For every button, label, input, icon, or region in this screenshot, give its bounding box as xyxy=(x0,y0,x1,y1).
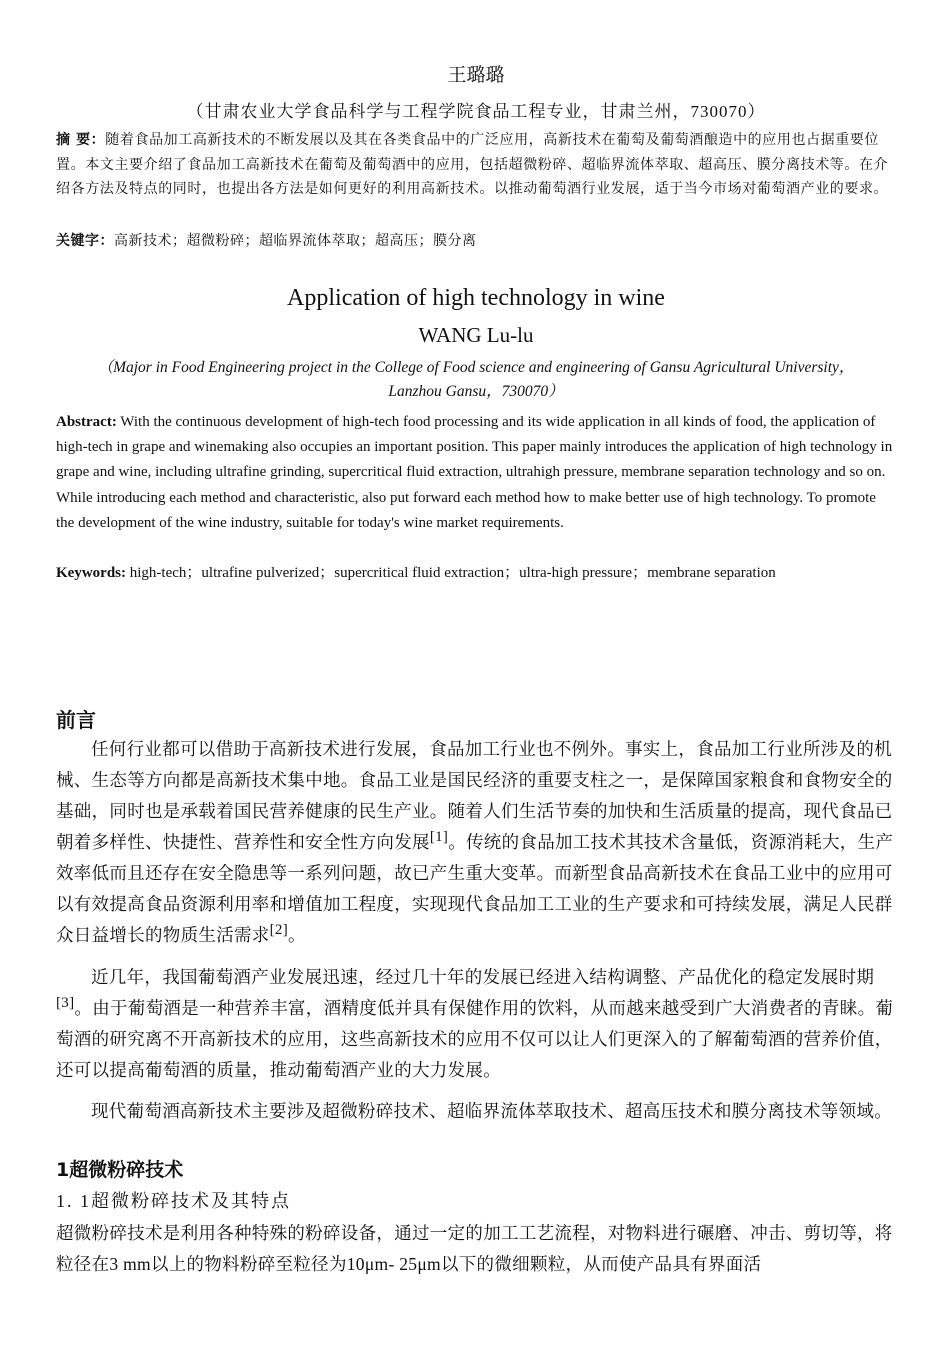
keywords-text-en: high-tech；ultrafine pulverized；supercritical fluid extraction；ultra-high pressure；membrane separation xyxy=(126,565,776,581)
citation-1: [1] xyxy=(429,829,449,846)
body-paragraph-3: 现代葡萄酒高新技术主要涉及超微粉碎技术、超临界流体萃取技术、超高压技术和膜分离技术等领域。 xyxy=(91,1101,892,1121)
citation-2: [2] xyxy=(269,922,288,939)
title-en: Application of high technology in wine xyxy=(287,285,665,311)
affiliation-cn: （甘肃农业大学食品科学与工程学院食品工程专业，甘肃兰州，730070） xyxy=(186,102,766,121)
subsection-heading-1-1: 1. 1超微粉碎技术及其特点 xyxy=(56,1191,291,1211)
section-heading-preface: 前言 xyxy=(56,708,96,732)
keywords-text-cn: 高新技术；超微粉碎；超临界流体萃取；超高压；膜分离 xyxy=(114,234,477,249)
body-paragraph-2 xyxy=(56,962,896,1086)
keywords-label-cn: 关键字： xyxy=(56,233,114,249)
keywords-label-en: Keywords: xyxy=(56,565,126,581)
author-en: WANG Lu-lu xyxy=(418,323,534,347)
abstract-label-en: Abstract: xyxy=(56,414,117,430)
abstract-label-cn: 摘 要： xyxy=(56,132,106,148)
keywords-cn xyxy=(56,229,896,254)
body-paragraph-1 xyxy=(56,734,896,951)
p1-part-c: 。 xyxy=(288,925,306,945)
p2-part-a: 近几年，我国葡萄酒产业发展迅速，经过几十年的发展已经进入结构调整、产品优化的稳定发展时期 xyxy=(91,967,875,987)
section-heading-1: 1超微粉碎技术 xyxy=(56,1159,184,1181)
abstract-text-cn: 随着食品加工高新技术的不断发展以及其在各类食品中的广泛应用，高新技术在葡萄及葡萄酒酿造中的应用也占据重要位置。本文主要介绍了食品加工高新技术在葡萄及葡萄酒中的应用，包括超微粉碎、超临界流体萃取、超高压、膜分离技术等。在介绍各方法及特点的同时，也提出各方法是如何更好的利用高新技术。以推动葡萄酒行业发展，适于当今市场对葡萄酒产业的要求。 xyxy=(56,133,889,197)
abstract-text-en: With the continuous development of high-tech food processing and its wide application in all kinds of food, the application of high-tech in grape and winemaking also occupies an important position. This paper mainly introduces the application of high technology in grape and wine, including ultrafine grinding, supercritical fluid extraction, ultrahigh pressure, membrane separation technology and so on. While introducing each method and characteristic, also put forward each method how to make better use of high technology. To promote the development of the wine industry, suitable for today's wine market requirements. xyxy=(56,414,893,531)
affiliation-en: （Major in Food Engineering project in the College of Food science and engineering of Gansu Agricultural University， Lanzhou Gansu，730070） xyxy=(97,359,855,400)
citation-3: [3] xyxy=(56,995,75,1012)
p1-part-a: 任何行业都可以借助于高新技术进行发展，食品加工行业也不例外。事实上，食品加工行业所涉及的机械、生态等方向都是高新技术集中地。食品工业是国民经济的重要支柱之一，是保障国家粮食和食物安全的基础，同时也是承载着国民营养健康的民生产业。随着人们生活节奏的加快和生活质量的提高，现代食品已朝着多样性、快捷性、营养性和安全性方向发展 xyxy=(56,739,893,852)
keywords-en xyxy=(56,561,896,585)
abstract-en xyxy=(56,410,896,536)
p1-part-b: 。传统的食品加工技术其技术含量低，资源消耗大，生产效率低而且还存在安全隐患等一系列问题，故已产生重大变革。而新型食品高新技术在食品工业中的应用可以有效提高食品资源利用率和增值加工程度，实现现代食品加工工业的生产要求和可持续发展，满足人民群众日益增长的物质生活需求 xyxy=(56,832,894,945)
abstract-cn xyxy=(56,128,896,203)
body-paragraph-4: 超微粉碎技术是利用各种特殊的粉碎设备，通过一定的加工工艺流程，对物料进行碾磨、冲击、剪切等，将粒径在3 mm以上的物料粉碎至粒径为10μm- 25μm以下的微细颗粒，从而使产品具有界面活 xyxy=(56,1223,893,1274)
p2-part-b: 。由于葡萄酒是一种营养丰富，酒精度低并具有保健作用的饮料，从而越来越受到广大消费者的青睐。葡萄酒的研究离不开高新技术的应用，这些高新技术的应用不仅可以让人们更深入的了解葡萄酒的营养价值，还可以提高葡萄酒的质量，推动葡萄酒产业的大力发展。 xyxy=(56,998,894,1080)
author-cn: 王璐璐 xyxy=(447,65,505,86)
